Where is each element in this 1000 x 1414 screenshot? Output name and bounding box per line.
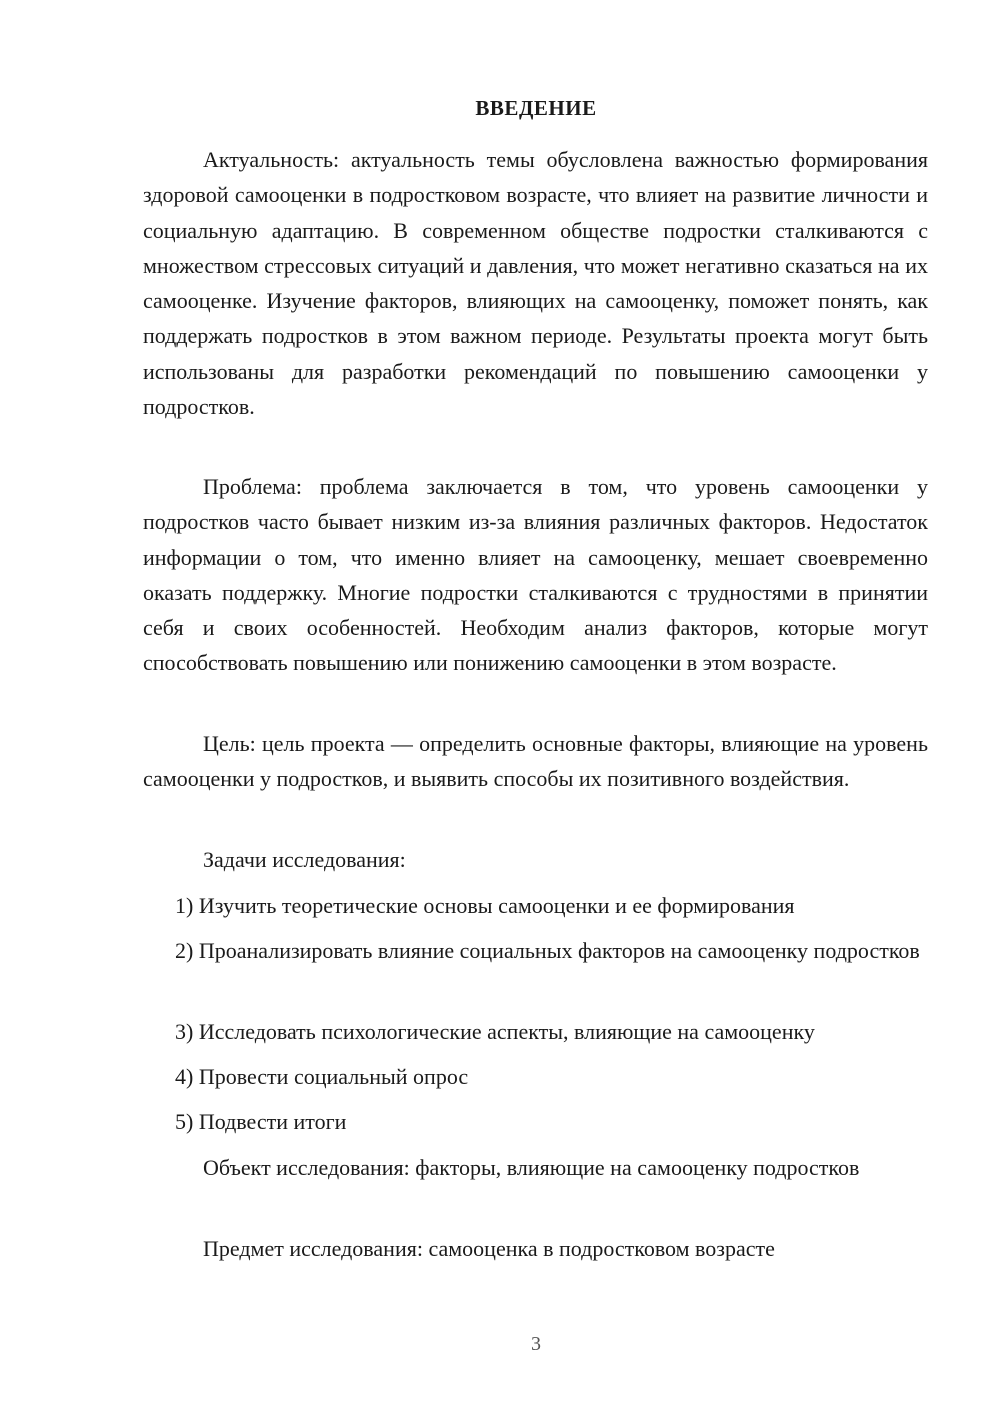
problem-paragraph: Проблема: проблема заключается в том, что уровень самооценки у подростков часто бывает низким из-за влияния различных факторов. Недостаток информации о том, что именно влияет на самооценку, мешает своевременно оказать поддержку. Многие подростки сталкиваются с трудностями в принятии себя и своих особенностей. Необходим анализ факторов, которые могут способствовать повышению или понижению самооценки в этом возрасте. <box>143 474 928 676</box>
subject-paragraph: Предмет исследования: самооценка в подростковом возрасте <box>203 1236 775 1261</box>
object-paragraph: Объект исследования: факторы, влияющие на самооценку подростков <box>203 1155 860 1180</box>
relevance-paragraph: Актуальность: актуальность темы обусловлена важностью формирования здоровой самооценки в подростковом возрасте, что влияет на развитие личности и социальную адаптацию. В современном обществе подростки сталкиваются с множеством стрессовых ситуаций и давления, что может негативно сказаться на их самооценке. Изучение факторов, влияющих на самооценку, поможет понять, как поддержать подростков в этом важном периоде. Результаты проекта могут быть использованы для разработки рекомендаций по повышению самооценки у подростков. <box>143 147 928 420</box>
task-item: 5) Подвести итоги <box>175 1109 347 1134</box>
page-title: ВВЕДЕНИЕ <box>475 96 597 120</box>
goal-paragraph: Цель: цель проекта — определить основные факторы, влияющие на уровень самооценки у подростков, и выявить способы их позитивного воздействия. <box>143 731 928 792</box>
tasks-heading: Задачи исследования: <box>203 847 406 872</box>
task-item: 1) Изучить теоретические основы самооценки и ее формирования <box>175 893 795 918</box>
task-item: 4) Провести социальный опрос <box>175 1064 469 1089</box>
task-item: 3) Исследовать психологические аспекты, влияющие на самооценку <box>175 1019 815 1044</box>
page-number: 3 <box>531 1333 541 1355</box>
task-item: 2) Проанализировать влияние социальных факторов на самооценку подростков <box>175 938 920 963</box>
